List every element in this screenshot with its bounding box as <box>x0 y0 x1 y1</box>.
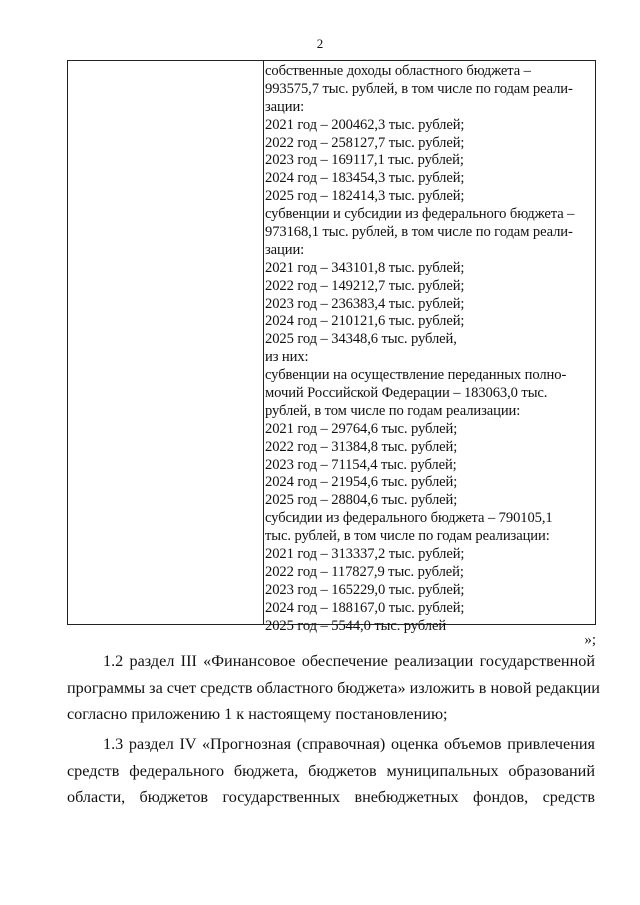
funding-line: 2024 год – 188167,0 тыс. рублей; <box>265 599 465 616</box>
funding-line: 2023 год – 169117,1 тыс. рублей; <box>265 152 464 169</box>
funding-line: собственные доходы областного бюджета – <box>265 63 531 79</box>
funding-line: 2021 год – 29764,6 тыс. рублей; <box>265 420 458 437</box>
column-divider <box>263 61 264 624</box>
funding-line: субсидии из федерального бюджета – 790105,1 <box>265 510 553 527</box>
funding-line: 2024 год – 21954,6 тыс. рублей; <box>265 474 458 491</box>
funding-cell <box>265 63 593 636</box>
funding-line: 2025 год – 34348,6 тыс. рублей, <box>265 331 457 348</box>
paragraph-line: 1.2 раздел III «Финансовое обеспечение реализации государственной <box>103 652 595 670</box>
paragraph-line: согласно приложению 1 к настоящему постановлению; <box>67 705 448 723</box>
paragraph-line: области, бюджетов государственных внебюджетных фондов, средств <box>67 788 595 806</box>
funding-line: 2025 год – 182414,3 тыс. рублей; <box>265 188 465 205</box>
passport-table <box>67 60 596 634</box>
funding-line: зации: <box>265 98 305 115</box>
funding-line: рублей, в том числе по годам реализации: <box>265 402 521 419</box>
paragraph-line: средств федерального бюджета, бюджетов муниципальных образований <box>67 761 595 780</box>
closing-quote: »; <box>584 632 596 648</box>
funding-line: 2025 год – 5544,0 тыс. рублей <box>265 617 447 634</box>
funding-line: 2023 год – 165229,0 тыс. рублей; <box>265 581 465 598</box>
funding-line: тыс. рублей, в том числе по годам реализации: <box>265 528 550 545</box>
funding-line: субвенции и субсидии из федерального бюджета – <box>265 206 575 223</box>
page-number: 2 <box>316 36 324 51</box>
funding-line: субвенции на осуществление переданных полно- <box>265 367 567 384</box>
paragraph-1-3 <box>67 731 595 811</box>
funding-line: 2022 год – 258127,7 тыс. рублей; <box>265 134 465 151</box>
funding-line: 2021 год – 343101,8 тыс. рублей; <box>265 259 465 276</box>
paragraph-line: программы за счет средств областного бюджета» изложить в новой редакции <box>67 678 600 697</box>
paragraph-line: 1.3 раздел IV «Прогнозная (справочная) оценка объемов привлечения <box>103 735 595 753</box>
funding-line: 2023 год – 236383,4 тыс. рублей; <box>265 295 465 312</box>
funding-line: 2022 год – 31384,8 тыс. рублей; <box>265 438 458 455</box>
funding-line: 2025 год – 28804,6 тыс. рублей; <box>265 492 458 509</box>
funding-line: 993575,7 тыс. рублей, в том числе по годам реали- <box>265 80 573 97</box>
funding-line: мочий Российской Федерации – 183063,0 тыс. <box>265 385 548 402</box>
funding-line: 2024 год – 210121,6 тыс. рублей; <box>265 313 465 330</box>
funding-line: 2024 год – 183454,3 тыс. рублей; <box>265 170 465 187</box>
paragraph-1-2 <box>67 648 600 728</box>
funding-line: 2022 год – 149212,7 тыс. рублей; <box>265 277 465 294</box>
funding-line: 2021 год – 200462,3 тыс. рублей; <box>265 116 465 133</box>
funding-line: 2021 год – 313337,2 тыс. рублей; <box>265 546 465 563</box>
funding-line: из них: <box>265 349 309 366</box>
funding-line: зации: <box>265 241 305 258</box>
funding-line: 973168,1 тыс. рублей, в том числе по годам реали- <box>265 224 573 241</box>
funding-line: 2022 год – 117827,9 тыс. рублей; <box>265 563 464 580</box>
funding-line: 2023 год – 71154,4 тыс. рублей; <box>265 456 457 473</box>
